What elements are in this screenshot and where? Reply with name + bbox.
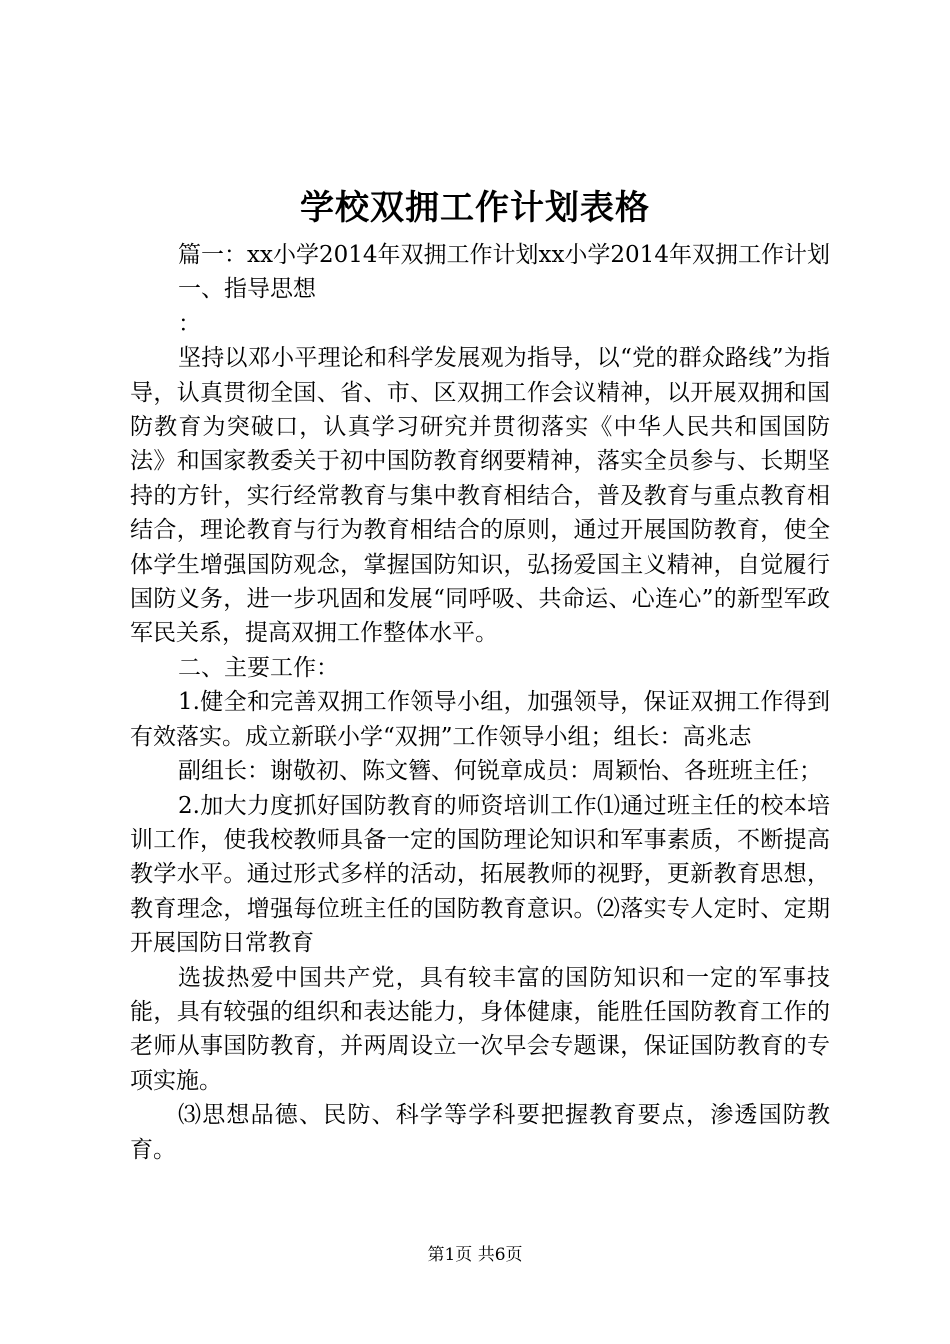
paragraph-work-item-2: 2.加大力度抓好国防教育的师资培训工作⑴通过班主任的校本培训工作，使我校教师具备一定的国防理论知识和军事素质，不断提高教学水平。通过形式多样的活动，拓展教师的视野，更新教育思想，教育理念，增强每位班主任的国防教育意识。⑵落实专人定时、定期开展国防日常教育 (130, 792, 830, 957)
document-body (130, 238, 830, 1167)
heading-guiding-ideology: 一、指导思想 (178, 276, 316, 303)
paragraph-teacher-selection: 选拔热爱中国共产党，具有较丰富的国防知识和一定的军事技能，具有较强的组织和表达能力，身体健康，能胜任国防教育工作的老师从事国防教育，并两周设立一次早会专题课，保证国防教育的专项实施。 (130, 964, 830, 1094)
paragraph-intro: 篇一：xx小学2014年双拥工作计划xx小学2014年双拥工作计划 (178, 242, 830, 268)
page-footer: 第1页 共6页 (427, 1245, 523, 1265)
document-title: 学校双拥工作计划表格 (300, 188, 650, 228)
paragraph-deputy-leaders: 副组长：谢敬初、陈文簪、何锐章成员：周颖怡、各班班主任； (178, 758, 822, 785)
paragraph-subject-integration: ⑶思想品德、民防、科学等学科要把握教育要点，渗透国防教育。 (130, 1102, 830, 1163)
paragraph-work-item-1: 1.健全和完善双拥工作领导小组，加强领导，保证双拥工作得到有效落实。成立新联小学“双拥”工作领导小组；组长：高兆志 (130, 689, 830, 750)
heading-main-work: 二、主要工作： (178, 654, 339, 681)
paragraph-guiding-ideology: 坚持以邓小平理论和科学发展观为指导，以“党的群众路线”为指导，认真贯彻全国、省、市、区双拥工作会议精神，以开展双拥和国防教育为突破口，认真学习研究并贯彻落实《中华人民共和国国防法》和国家教委关于初中国防教育纲要精神，落实全员参与、长期坚持的方针，实行经常教育与集中教育相结合，普及教育与重点教育相结合，理论教育与行为教育相结合的原则，通过开展国防教育，使全体学生增强国防观念，掌握国防知识，弘扬爱国主义精神，自觉履行国防义务，进一步巩固和发展“同呼吸、共命运、心连心”的新型军政军民关系，提高双拥工作整体水平。 (130, 345, 830, 647)
paragraph-colon: ： (178, 310, 201, 337)
